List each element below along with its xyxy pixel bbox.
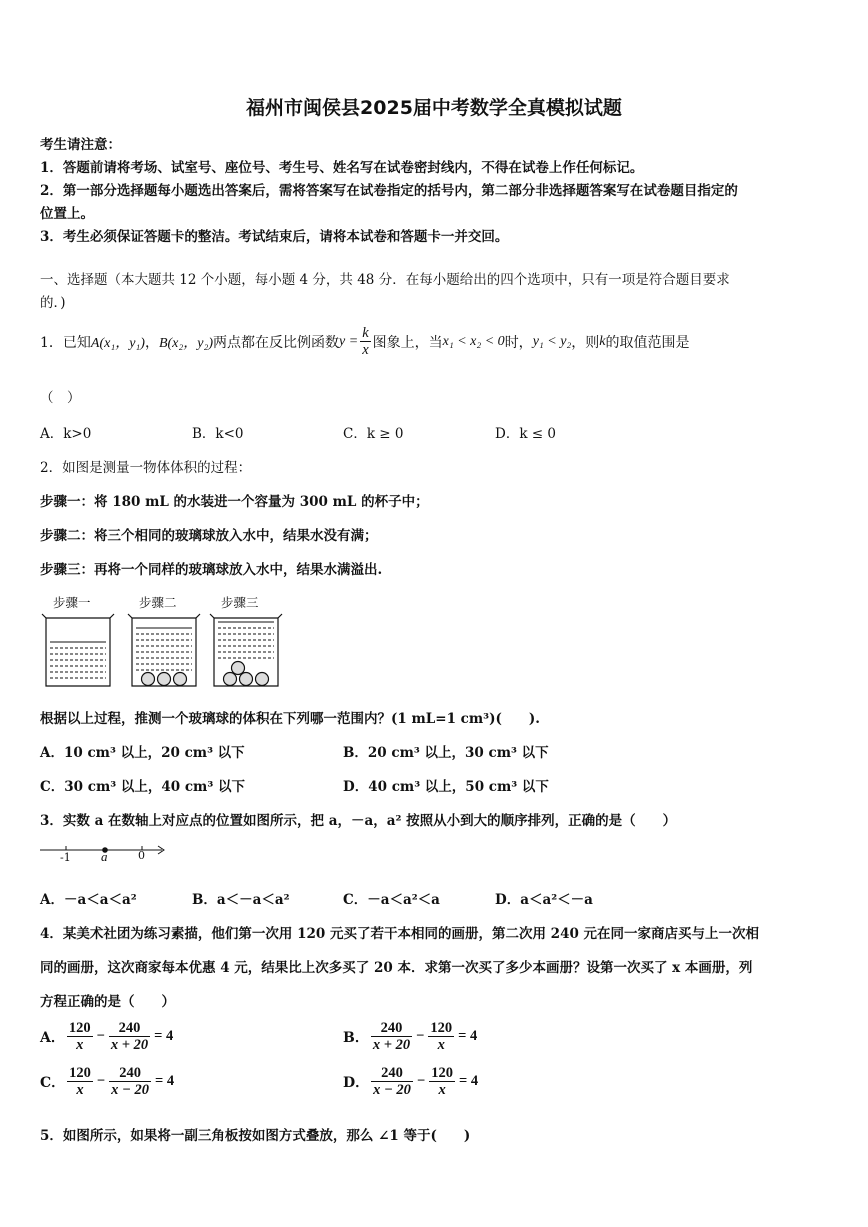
q4-b-minus: − xyxy=(416,1028,425,1044)
beaker-3 xyxy=(210,614,282,686)
q4-option-d xyxy=(343,1065,480,1098)
q1-condition-y: y₁ < y₂ xyxy=(532,333,572,349)
q4-a-fraction-2 xyxy=(109,1020,150,1053)
q1-point-b: B(x₂，y₂) xyxy=(158,335,214,351)
q2-step-3: 步骤三：再将一个同样的玻璃球放入水中，结果水满溢出. xyxy=(40,562,383,578)
q1-condition-x: x₁ < x₂ < 0 xyxy=(442,333,505,349)
q4-b-num-2: 120 xyxy=(430,1020,453,1036)
axis-label-0: 0 xyxy=(138,849,145,862)
q1-k: k xyxy=(599,333,606,349)
glass-balls-3 xyxy=(224,662,269,686)
q4-option-d-label: D． xyxy=(343,1074,370,1091)
q1-option-b: B．k<0 xyxy=(192,426,244,442)
q4-c-den-2: x − 20 xyxy=(111,1082,149,1098)
section1-heading-cont: 的．) xyxy=(40,295,66,311)
q4-a-rhs: = 4 xyxy=(154,1028,174,1044)
q4-d-fraction-1 xyxy=(371,1065,413,1098)
beakers-figure xyxy=(38,608,278,690)
question-3-stem: 3．实数 a 在数轴上对应点的位置如图所示，把 a，－a，a² 按照从小到大的顺序排列，正确的是（ ） xyxy=(40,813,677,829)
glass-balls-2 xyxy=(142,673,187,686)
q2-step-2: 步骤二：将三个相同的玻璃球放入水中，结果水没有满； xyxy=(40,528,378,544)
beaker-label-2: 步骤二 xyxy=(139,595,177,610)
q4-a-fraction-1 xyxy=(67,1020,93,1053)
q4-c-fraction-1 xyxy=(67,1065,93,1098)
q4-d-rhs: = 4 xyxy=(458,1073,479,1089)
q2-option-a: A．10 cm³ 以上，20 cm³ 以下 xyxy=(40,745,245,761)
q3-option-c: C．－a＜a²＜a xyxy=(343,892,440,908)
q4-c-den-1: x xyxy=(76,1082,84,1098)
q1-text-1: 1．已知 xyxy=(40,334,91,351)
q2-step-1: 步骤一：将 180 mL 的水装进一个容量为 300 mL 的杯子中； xyxy=(40,494,429,510)
q3-option-d: D．a＜a²＜－a xyxy=(495,892,593,908)
q4-a-num-2: 240 xyxy=(109,1020,150,1037)
q4-d-fraction-2 xyxy=(429,1065,455,1098)
q1-func-lhs: y = xyxy=(339,333,359,349)
question-1-stem xyxy=(40,325,690,358)
q4-b-den-2: x xyxy=(437,1037,445,1053)
notice-item-3: 3．考生必须保证答题卡的整洁。考试结束后，请将本试卷和答题卡一并交回。 xyxy=(40,229,509,245)
q4-a-minus: − xyxy=(96,1028,105,1044)
q1-point-a: A(x₁，y₁) xyxy=(90,335,145,351)
q1-text-2: 两点都在反比例函数 xyxy=(213,334,340,351)
q1-func-fraction xyxy=(360,325,370,358)
beaker-2 xyxy=(128,614,200,686)
q4-option-b-label: B． xyxy=(343,1029,369,1046)
beaker-1 xyxy=(42,614,114,686)
axis-label-neg1: -1 xyxy=(60,851,71,864)
axis-label-a: a xyxy=(101,849,108,864)
q4-b-den-1: x + 20 xyxy=(372,1037,411,1053)
q4-c-minus: − xyxy=(96,1073,106,1089)
q4-c-rhs: = 4 xyxy=(154,1073,175,1089)
q1-text-5: ，则 xyxy=(571,334,600,351)
q1-text-3: 图象上，当 xyxy=(372,334,443,351)
q1-option-d: D．k ≤ 0 xyxy=(495,426,556,442)
q1-text-6: 的取值范围是 xyxy=(605,334,690,351)
q3-option-a: A．－a＜a＜a² xyxy=(40,892,137,908)
q1-func-numerator: k xyxy=(362,325,369,341)
q4-option-b xyxy=(343,1020,479,1053)
q1-text-4: 时， xyxy=(504,334,533,351)
q2-option-d: D．40 cm³ 以上，50 cm³ 以下 xyxy=(343,779,549,795)
section1-heading: 一、选择题（本大题共 12 个小题，每小题 4 分，共 48 分．在每小题给出的四个选项中，只有一项是符合题目要求 xyxy=(40,272,730,288)
question-5-stem: 5．如图所示，如果将一副三角板按如图方式叠放，那么 ∠1 等于( ) xyxy=(40,1128,471,1144)
notice-item-2-cont: 位置上。 xyxy=(40,206,94,222)
q1-option-a: A．k>0 xyxy=(40,426,92,442)
q4-b-rhs: = 4 xyxy=(458,1028,478,1044)
q4-d-num-1: 240 xyxy=(371,1065,413,1082)
question-4-line-3: 方程正确的是（ ） xyxy=(40,994,175,1010)
q1-func-denominator: x xyxy=(362,342,369,358)
q4-c-num-2: 240 xyxy=(109,1065,151,1082)
q4-d-minus: − xyxy=(416,1073,426,1089)
q4-b-fraction-2 xyxy=(428,1020,454,1053)
q4-d-den-1: x − 20 xyxy=(373,1082,411,1098)
q4-option-c xyxy=(40,1065,176,1098)
q1-answer-bracket: （ ） xyxy=(40,390,81,406)
q2-option-b: B．20 cm³ 以上，30 cm³ 以下 xyxy=(343,745,549,761)
q3-option-b: B．a＜－a＜a² xyxy=(192,892,290,908)
notice-heading: 考生请注意： xyxy=(40,137,121,153)
page-title: 福州市闽侯县2025届中考数学全真模拟试题 xyxy=(246,97,622,119)
q4-option-c-label: C． xyxy=(40,1074,66,1091)
question-2-stem: 2．如图是测量一物体体积的过程： xyxy=(40,460,252,476)
question-4-line-2: 同的画册，这次商家每本优惠 4 元，结果比上次多买了 20 本．求第一次买了多少本画册？设第一次买了 x 本画册，列 xyxy=(40,960,753,976)
q4-d-den-2: x xyxy=(438,1082,446,1098)
q2-option-c: C．30 cm³ 以上，40 cm³ 以下 xyxy=(40,779,245,795)
q4-b-fraction-1 xyxy=(371,1020,412,1053)
q4-a-num-1: 120 xyxy=(68,1020,91,1036)
q4-c-num-1: 120 xyxy=(69,1065,91,1081)
q4-d-num-2: 120 xyxy=(431,1065,453,1081)
q4-a-den-2: x + 20 xyxy=(110,1037,149,1053)
q4-option-a-label: A． xyxy=(40,1029,65,1046)
q4-b-num-1: 240 xyxy=(371,1020,412,1037)
q1-option-c: C．k ≥ 0 xyxy=(343,426,404,442)
beaker-label-3: 步骤三 xyxy=(221,595,259,610)
q4-c-fraction-2 xyxy=(109,1065,151,1098)
question-4-line-1: 4．某美术社团为练习素描，他们第一次用 120 元买了若干本相同的画册，第二次用 240 元在同一家商店买与上一次相 xyxy=(40,926,760,942)
notice-item-1: 1．答题前请将考场、试室号、座位号、考生号、姓名写在试卷密封线内，不得在试卷上作任何标记。 xyxy=(40,160,644,176)
q2-question: 根据以上过程，推测一个玻璃球的体积在下列哪一范围内？(1 mL=1 cm³)( ). xyxy=(40,711,540,727)
q4-option-a xyxy=(40,1020,175,1053)
beaker-label-1: 步骤一 xyxy=(53,595,91,610)
q4-a-den-1: x xyxy=(76,1037,84,1053)
q1-sep: ， xyxy=(144,334,159,351)
notice-item-2: 2．第一部分选择题每小题选出答案后，需将答案写在试卷指定的括号内，第二部分非选择题答案写在试卷题目指定的 xyxy=(40,183,738,199)
